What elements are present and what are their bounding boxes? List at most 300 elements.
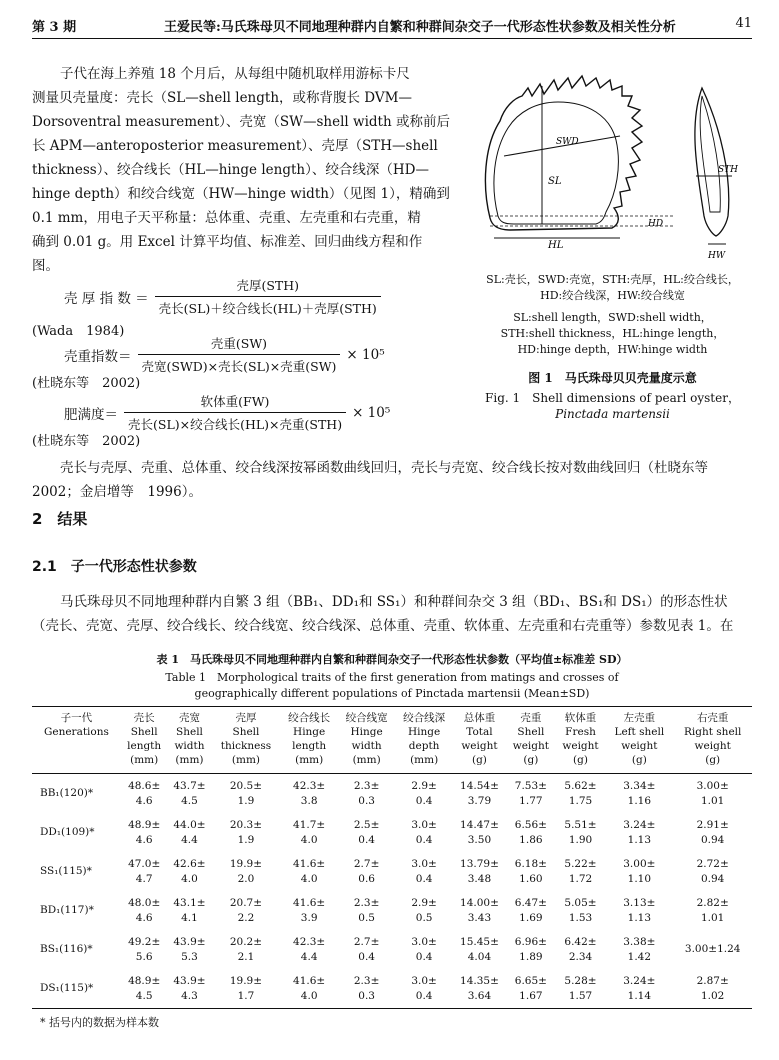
denominator: 壳长(SL)＋绞合线长(HL)＋壳厚(STH) (155, 296, 381, 317)
header-rule (32, 38, 752, 39)
cell-line: 0.4 (358, 833, 375, 846)
cell-line: 3.0± (411, 818, 437, 831)
cell-line: 44.0± (173, 818, 206, 831)
text-line: Dorsoventral measurement）、壳宽（SW—shell width 或称前后 (32, 114, 450, 130)
table-cell (673, 891, 752, 930)
column-header (395, 707, 452, 774)
column-header-line: (g) (523, 754, 539, 766)
column-header-line: weight (562, 740, 599, 752)
cell-line: 1.42 (627, 950, 652, 963)
cell-line: 6.47± (514, 896, 547, 909)
cell-line: 0.4 (415, 794, 433, 807)
cell-line: 2.9± (411, 779, 437, 792)
section-heading: 2 结果 (32, 510, 88, 528)
table-note: * 括号内的数据为样本数 (40, 1016, 159, 1029)
cell-line: 4.6 (135, 833, 153, 846)
cell-line: 4.5 (135, 989, 153, 1002)
cell-line: 3.24± (623, 974, 656, 987)
row-label (32, 852, 121, 891)
column-header-line: Shell (176, 726, 203, 738)
cell-line: 3.38± (623, 935, 656, 948)
cell-line: 6.42± (564, 935, 597, 948)
cell-line: 20.3± (229, 818, 263, 831)
column-header-line: (mm) (175, 754, 204, 766)
cell-line: 0.3 (358, 794, 375, 807)
cell-line: 1.60 (519, 872, 543, 885)
cell-line: 42.3± (293, 779, 326, 792)
cell-line: 3.24± (623, 818, 656, 831)
table-cell (280, 930, 337, 969)
shell-inner-outline (494, 102, 618, 224)
cell-line: 0.4 (415, 872, 433, 885)
cell-line: 1.69 (519, 911, 543, 924)
cell-line: 1.02 (700, 989, 725, 1002)
table-cell (280, 774, 337, 814)
cell-line: 1.67 (519, 989, 543, 1002)
cell-line: 15.45± (460, 935, 499, 948)
column-header-line: 右壳重 (696, 712, 729, 724)
citation: (杜晓东等 2002) (32, 434, 141, 449)
table-cell (338, 969, 395, 1009)
cell-line: 1.13 (627, 911, 652, 924)
table-cell (395, 891, 452, 930)
fraction (155, 276, 381, 317)
table-cell (395, 774, 452, 814)
column-header-line: (g) (631, 754, 647, 766)
column-header-line: (mm) (352, 754, 381, 766)
table-cell (506, 813, 556, 852)
table-title-en-2: geographically different populations of Pinctada martensii (Mean±SD) (194, 687, 590, 700)
label-sth: STH (718, 165, 739, 175)
table-cell (506, 891, 556, 930)
issue-number: 第 3 期 (32, 20, 77, 35)
column-header (212, 707, 281, 774)
table-cell (167, 774, 211, 814)
table-cell (280, 852, 337, 891)
table-cell (453, 852, 506, 891)
fraction (124, 392, 346, 433)
caption-line: HD:绞合线深，HW:绞合线宽 (540, 289, 685, 302)
column-header-line: (mm) (410, 754, 439, 766)
formula-fatness (64, 392, 390, 433)
cell-line: 49.2± (128, 935, 161, 948)
cell-line: 3.0± (411, 935, 437, 948)
formula-label: 壳重指数＝ (64, 348, 132, 365)
column-header-line: 绞合线宽 (345, 712, 388, 724)
cell-line: 3.79 (467, 794, 492, 807)
column-header-line: 壳长 (133, 712, 155, 724)
table-cell (212, 852, 281, 891)
denominator: 壳长(SL)×绞合线长(HL)×壳重(STH) (124, 412, 346, 433)
table-cell (395, 930, 452, 969)
cell-line: 3.0± (411, 974, 437, 987)
column-header-line: (g) (705, 754, 721, 766)
column-header-line: width (351, 740, 382, 752)
column-header (673, 707, 752, 774)
page-number: 41 (735, 16, 752, 31)
denominator: 壳宽(SWD)×壳长(SL)×壳重(SW) (138, 354, 341, 375)
table-cell (605, 930, 673, 969)
cell-line: 4.0 (300, 989, 318, 1002)
column-header-line: (g) (471, 754, 487, 766)
column-header (167, 707, 211, 774)
numerator: 软体重(FW) (200, 394, 270, 409)
column-header-line: depth (408, 740, 440, 752)
column-header-line: (g) (573, 754, 588, 766)
table-cell (673, 852, 752, 891)
cell-line: 5.3 (181, 950, 198, 963)
table-row (32, 774, 752, 814)
column-header-line: 绞合线深 (403, 712, 446, 724)
cell-line: 0.5 (358, 911, 375, 924)
cell-line: 4.1 (181, 911, 198, 924)
text-line: 确到 0.01 g。用 Excel 计算平均值、标准差、回归曲线方程和作 (32, 234, 423, 250)
caption-line: HD:hinge depth，HW:hinge width (517, 343, 708, 356)
cell-line: 42.3± (293, 935, 326, 948)
shell-side-view (695, 88, 729, 236)
cell-line: 3.48 (467, 872, 492, 885)
text-line: （壳长、壳宽、壳厚、绞合线长、绞合线宽、绞合线深、总体重、壳重、软体重、左壳重和右壳重等）参数见表 1。在 (32, 618, 734, 634)
column-header-line: 子一代 (60, 712, 93, 724)
cell-line: 3.0± (411, 857, 437, 870)
label-hl: HL (548, 240, 564, 251)
cell-line: 47.0± (128, 857, 161, 870)
table-cell (167, 891, 211, 930)
table-cell (280, 813, 337, 852)
figure-caption-zh (470, 272, 755, 304)
column-header-line: width (174, 740, 205, 752)
caption-line: SL:壳长，SWD:壳宽，STH:壳厚，HL:绞合线长， (486, 273, 739, 286)
label-sl: SL (548, 176, 562, 187)
table-cell (556, 891, 606, 930)
column-header-line: length (292, 740, 327, 752)
column-header-line: 壳重 (520, 712, 542, 724)
cell-line: 1.13 (627, 833, 652, 846)
cell-line: 14.00± (460, 896, 499, 909)
cell-line: 5.6 (135, 950, 153, 963)
cell-line: 1.9 (237, 794, 255, 807)
citation: (Wada 1984) (32, 324, 125, 339)
cell-line: 2.3± (353, 896, 380, 909)
column-header-line: Shell (232, 726, 260, 738)
cell-line: 4.5 (181, 794, 198, 807)
cell-line: 48.6± (128, 779, 161, 792)
cell-line: 0.4 (415, 989, 433, 1002)
row-label (32, 774, 121, 814)
cell-line: 19.9± (229, 974, 263, 987)
cell-line: 14.47± (460, 818, 499, 831)
numerator: 壳重(SW) (210, 336, 268, 351)
table-cell (338, 930, 395, 969)
row-label (32, 891, 121, 930)
figure-caption-en (470, 310, 755, 358)
table-body (32, 774, 752, 1009)
cell-line: DS₁(115)* (40, 982, 94, 994)
column-header-line: 软体重 (564, 712, 597, 724)
column-header-line: 绞合线长 (288, 712, 331, 724)
column-header (280, 707, 337, 774)
cell-line: 2.82± (696, 896, 729, 909)
cell-line: 41.6± (293, 974, 326, 987)
table-cell (506, 930, 556, 969)
column-header-line: Fresh (565, 726, 596, 738)
table-cell (556, 930, 606, 969)
table-cell (556, 969, 606, 1009)
table-cell (605, 813, 673, 852)
table-cell (280, 969, 337, 1009)
cell-line: 7.53± (514, 779, 547, 792)
table-cell (395, 813, 452, 852)
cell-line: 4.4 (300, 950, 318, 963)
cell-line: 3.13± (623, 896, 656, 909)
numerator: 壳厚(STH) (236, 278, 300, 293)
running-title: 王爱民等:马氏珠母贝不同地理种群内自繁和种群间杂交子一代形态性状参数及相关性分析 (164, 20, 676, 35)
table-row (32, 813, 752, 852)
column-header-line: Hinge (408, 726, 441, 738)
cell-line: 0.6 (358, 872, 375, 885)
table-cell (673, 774, 752, 814)
cell-line: 1.90 (568, 833, 593, 846)
cell-line: 0.4 (358, 950, 375, 963)
cell-line: 0.3 (358, 989, 375, 1002)
cell-line: 5.28± (564, 974, 597, 987)
table-cell (453, 930, 506, 969)
cell-line: 0.94 (700, 872, 725, 885)
text-line: 0.1 mm，用电子天平称量：总体重、壳重、左壳重和右壳重，精 (32, 210, 421, 226)
table-cell (506, 852, 556, 891)
cell-line: 1.7 (237, 989, 255, 1002)
column-header-line: (mm) (295, 754, 324, 766)
figure-title-en (470, 390, 755, 422)
cell-line: 2.91± (696, 818, 729, 831)
column-header (32, 707, 121, 774)
column-header-line: 壳厚 (235, 712, 257, 724)
cell-line: 43.9± (173, 935, 206, 948)
citation: (杜晓东等 2002) (32, 376, 141, 391)
cell-line: 2.3± (353, 779, 380, 792)
shell-side-inner (700, 96, 720, 212)
column-header-line: length (127, 740, 162, 752)
cell-line: 14.35± (460, 974, 499, 987)
cell-line: 41.6± (293, 896, 326, 909)
cell-line: 6.96± (514, 935, 547, 948)
cell-line: 2.2 (237, 911, 255, 924)
table-cell (167, 813, 211, 852)
cell-line: 3.00± (696, 779, 729, 792)
table-cell (121, 891, 168, 930)
table-cell (453, 891, 506, 930)
cell-line: 1.01 (700, 794, 725, 807)
table-cell (556, 774, 606, 814)
table-cell (395, 969, 452, 1009)
cell-line: 48.0± (128, 896, 161, 909)
column-header-line: Shell (517, 726, 545, 738)
cell-line: 2.72± (696, 857, 729, 870)
table-cell (673, 969, 752, 1009)
cell-line: BB₁(120)* (40, 787, 94, 799)
table-cell (121, 813, 168, 852)
cell-line: 2.9± (411, 896, 437, 909)
cell-line: 4.0 (300, 833, 318, 846)
table-cell (167, 852, 211, 891)
cell-line: 6.65± (514, 974, 547, 987)
table-cell (212, 891, 281, 930)
cell-line: 0.4 (415, 833, 433, 846)
table-cell (453, 813, 506, 852)
text-line: hinge depth）和绞合线宽（HW—hinge width）（见图 1），精确到 (32, 186, 450, 202)
cell-line: 2.1 (237, 950, 255, 963)
cell-line: BD₁(117)* (40, 904, 94, 916)
table-cell (605, 969, 673, 1009)
column-header-line: 壳宽 (178, 712, 200, 724)
column-header-line: weight (461, 740, 498, 752)
cell-line: 4.04 (467, 950, 492, 963)
caption-line: STH:shell thickness，HL:hinge length， (500, 327, 725, 340)
label-hw: HW (708, 251, 726, 261)
column-header-line: 左壳重 (623, 712, 656, 724)
text-line: 子代在海上养殖 18 个月后，从每组中随机取样用游标卡尺 (60, 66, 410, 82)
cell-line: 2.3± (353, 974, 380, 987)
cell-line: 5.05± (564, 896, 597, 909)
cell-line: 20.7± (229, 896, 263, 909)
formula-weight-index (64, 334, 385, 375)
cell-line: 4.0 (181, 872, 198, 885)
cell-line: 4.6 (135, 794, 153, 807)
cell-line: BS₁(116)* (40, 943, 93, 955)
column-header (338, 707, 395, 774)
table-cell (121, 774, 168, 814)
label-swd: SWD (556, 137, 579, 147)
row-label (32, 969, 121, 1009)
column-header (556, 707, 606, 774)
column-header-line: Generations (43, 726, 109, 738)
column-header (453, 707, 506, 774)
table-cell (453, 969, 506, 1009)
cell-line: 3.00±1.24 (684, 943, 741, 955)
column-header (605, 707, 673, 774)
cell-line: 20.5± (229, 779, 263, 792)
table-cell (673, 930, 752, 969)
column-header (121, 707, 168, 774)
cell-line: 6.18± (514, 857, 547, 870)
cell-line: 3.43 (467, 911, 492, 924)
cell-line: 4.3 (181, 989, 198, 1002)
cell-line: 5.62± (564, 779, 597, 792)
cell-line: 0.4 (415, 950, 433, 963)
cell-line: 43.1± (173, 896, 206, 909)
cell-line: 0.5 (415, 911, 433, 924)
multiplier: × 10⁵ (346, 346, 385, 363)
cell-line: 1.86 (519, 833, 543, 846)
cell-line: 5.22± (564, 857, 597, 870)
row-label (32, 930, 121, 969)
cell-line: 14.54± (460, 779, 499, 792)
label-hd: HD (648, 219, 664, 229)
table-cell (280, 891, 337, 930)
table-cell (121, 969, 168, 1009)
caption-line: SL:shell length，SWD:shell width， (513, 311, 712, 324)
figure-title-zh: 图 1 马氏珠母贝贝壳量度示意 (528, 371, 697, 385)
shell-dimensions-figure (470, 66, 755, 266)
column-header-line: thickness (220, 740, 272, 752)
table-cell (605, 891, 673, 930)
cell-line: 20.2± (229, 935, 263, 948)
cell-line: 2.0 (237, 872, 255, 885)
table-row (32, 969, 752, 1009)
cell-line: 1.9 (237, 833, 255, 846)
cell-line: 4.6 (135, 911, 153, 924)
table-cell (673, 813, 752, 852)
text-line: 马氏珠母贝不同地理种群内自繁 3 组（BB₁、DD₁和 SS₁）和种群间杂交 3 组（BD₁、BS₁和 DS₁）的形态性状 (60, 594, 728, 610)
table-cell (212, 813, 281, 852)
cell-line: 1.89 (519, 950, 543, 963)
cell-line: 3.8 (300, 794, 318, 807)
table-cell (212, 930, 281, 969)
table-cell (556, 813, 606, 852)
formula-thickness-index (64, 276, 381, 317)
cell-line: 1.16 (627, 794, 652, 807)
cell-line: 3.9 (300, 911, 318, 924)
table-cell (453, 774, 506, 814)
formula-label: 肥满度＝ (64, 406, 118, 423)
cell-line: 2.7± (353, 935, 380, 948)
cell-line: 1.75 (568, 794, 593, 807)
column-header-line: weight (694, 740, 731, 752)
text-line: 测量贝壳量度：壳长（SL—shell length，或称背腹长 DVM— (32, 90, 412, 106)
subsection-heading: 2.1 子一代形态性状参数 (32, 559, 197, 575)
column-header-line: 总体重 (463, 712, 496, 724)
cell-line: 1.01 (700, 911, 725, 924)
cell-line: 43.9± (173, 974, 206, 987)
cell-line: 2.7± (353, 857, 380, 870)
cell-line: 1.10 (627, 872, 652, 885)
cell-line: 2.34 (568, 950, 593, 963)
cell-line: 0.94 (700, 833, 725, 846)
cell-line: 1.53 (568, 911, 593, 924)
cell-line: DD₁(109)* (40, 826, 95, 838)
table-title-zh: 表 1 马氏珠母贝不同地理种群内自繁和种群间杂交子一代形态性状参数（平均值±标准差 SD） (156, 653, 628, 666)
cell-line: 3.34± (623, 779, 656, 792)
cell-line: 3.00± (623, 857, 656, 870)
column-header-line: weight (512, 740, 549, 752)
cell-line: 4.0 (300, 872, 318, 885)
table-cell (121, 930, 168, 969)
text-line: 图。 (32, 258, 59, 274)
cell-line: 48.9± (128, 818, 161, 831)
text-line: 壳长与壳厚、壳重、总体重、绞合线深按幂函数曲线回归，壳长与壳宽、绞合线长按对数曲线回归（杜晓东等 (60, 460, 708, 476)
table-title-en-1: Table 1 Morphological traits of the first generation from matings and crosses of (165, 671, 619, 684)
table-cell (212, 969, 281, 1009)
table-cell (506, 774, 556, 814)
table-row (32, 930, 752, 969)
table-cell (605, 774, 673, 814)
cell-line: 5.51± (564, 818, 597, 831)
cell-line: 43.7± (173, 779, 206, 792)
multiplier: × 10⁵ (352, 404, 391, 421)
cell-line: 1.57 (568, 989, 593, 1002)
cell-line: 1.72 (568, 872, 593, 885)
column-header (506, 707, 556, 774)
table-cell (121, 852, 168, 891)
cell-line: 48.9± (128, 974, 161, 987)
text-line: 长 APM—anteroposterior measurement）、壳厚（STH—shell (32, 138, 438, 154)
cell-line: 2.87± (696, 974, 729, 987)
caption-line: Fig. 1 Shell dimensions of pearl oyster， (485, 391, 740, 405)
table-cell (338, 774, 395, 814)
cell-line: 13.79± (460, 857, 499, 870)
cell-line: 41.7± (293, 818, 326, 831)
cell-line: 19.9± (229, 857, 263, 870)
